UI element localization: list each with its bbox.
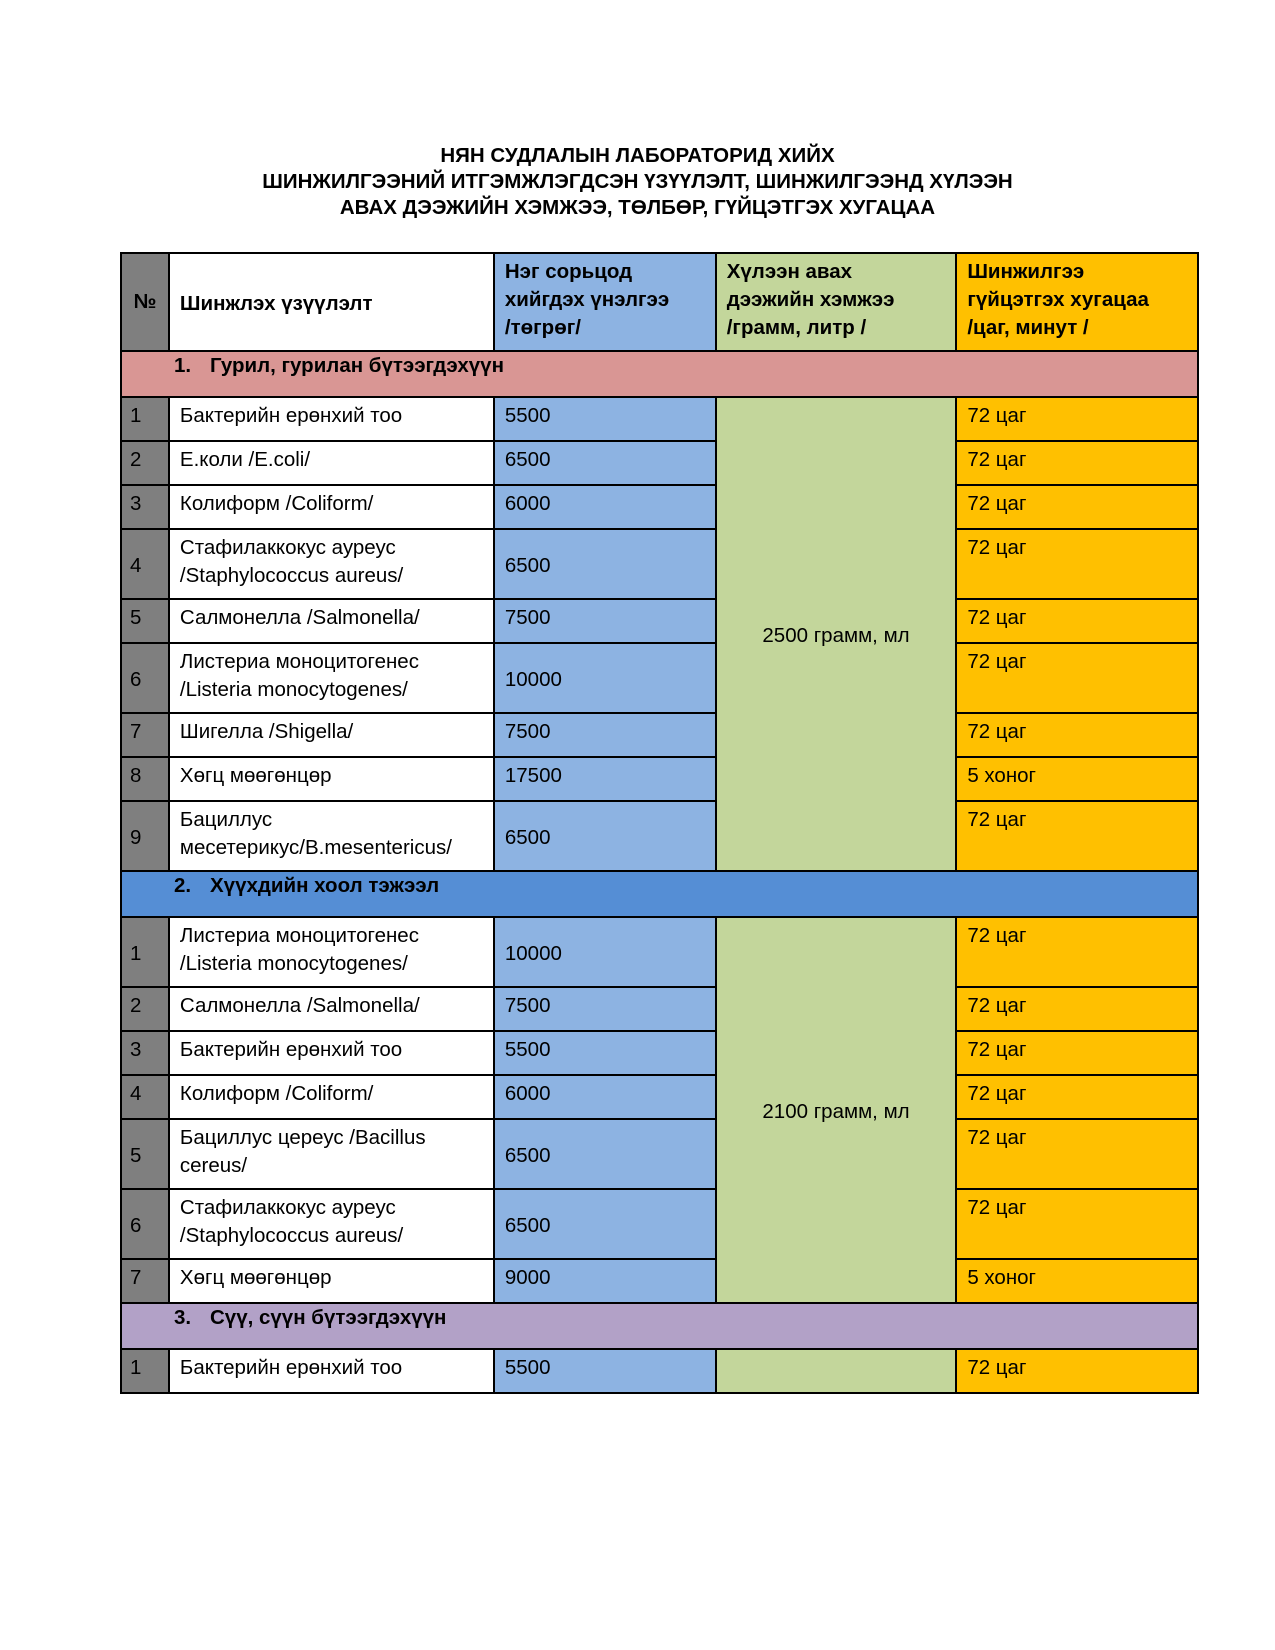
row-number: 1: [121, 917, 169, 987]
title-line: АВАХ ДЭЭЖИЙН ХЭМЖЭЭ, ТӨЛБӨР, ГҮЙЦЭТГЭХ ХУГАЦАА: [339, 196, 936, 219]
section-title: [121, 351, 1198, 397]
indicator-name-line: месетерикус/B.mesentericus/: [179, 836, 452, 859]
table-row: [121, 757, 1198, 801]
price-cell: 5500: [494, 1349, 716, 1393]
indicator-name-line: Листериа моноцитогенес: [179, 650, 419, 673]
indicator-name: [169, 529, 494, 599]
header-amount-line: дээжийн хэмжээ: [726, 288, 895, 311]
row-number: 7: [121, 713, 169, 757]
price-cell: 6500: [494, 1119, 716, 1189]
duration-cell: 5 хоног: [956, 1259, 1198, 1303]
section-name: Хүүхдийн хоол тэжээл: [210, 874, 440, 897]
table-row: [121, 801, 1198, 871]
price-cell: 9000: [494, 1259, 716, 1303]
table-row: [121, 1349, 1198, 1393]
table-row: [121, 441, 1198, 485]
sample-amount-cell: [716, 1349, 957, 1393]
indicator-name-line: Колиформ /Coliform/: [179, 1082, 374, 1105]
duration-cell: 72 цаг: [956, 987, 1198, 1031]
indicator-name-line: Шигелла /Shigella/: [179, 720, 354, 743]
indicator-name: [169, 643, 494, 713]
row-number: 3: [121, 485, 169, 529]
price-cell: 7500: [494, 713, 716, 757]
row-number: 7: [121, 1259, 169, 1303]
indicator-name: [169, 599, 494, 643]
sample-amount-cell: 2500 грамм, мл: [716, 397, 957, 871]
header-duration-line: Шинжилгээ: [967, 260, 1085, 283]
header-amount-line: Хүлээн авах: [726, 260, 853, 283]
row-number: 5: [121, 599, 169, 643]
header-duration: [956, 253, 1198, 351]
section-row: [121, 351, 1198, 397]
section-title: [121, 871, 1198, 917]
table-row: [121, 713, 1198, 757]
duration-cell: 72 цаг: [956, 801, 1198, 871]
price-cell: 5500: [494, 1031, 716, 1075]
indicator-name-line: Бактерийн ерөнхий тоо: [179, 1038, 403, 1061]
price-cell: 6000: [494, 1075, 716, 1119]
row-number: 9: [121, 801, 169, 871]
price-cell: 17500: [494, 757, 716, 801]
row-number: 2: [121, 987, 169, 1031]
table-row: [121, 485, 1198, 529]
indicator-name-line: Е.коли /E.coli/: [179, 448, 311, 471]
header-price-line: Нэг сорьцод: [504, 260, 633, 283]
row-number: 3: [121, 1031, 169, 1075]
table-row: [121, 987, 1198, 1031]
indicator-name-line: Стафилаккокус ауреус: [179, 536, 396, 559]
section-number: 3.: [174, 1306, 192, 1329]
duration-cell: 72 цаг: [956, 441, 1198, 485]
table-row: [121, 1075, 1198, 1119]
indicator-name: [169, 757, 494, 801]
duration-cell: 72 цаг: [956, 1075, 1198, 1119]
indicator-name: [169, 801, 494, 871]
indicator-name-line: Салмонелла /Salmonella/: [179, 994, 420, 1017]
price-cell: 7500: [494, 987, 716, 1031]
indicator-name-line: Бациллус: [179, 808, 273, 831]
indicator-name: [169, 1259, 494, 1303]
header-price: [494, 253, 716, 351]
section-row: [121, 871, 1198, 917]
sample-amount-cell: 2100 грамм, мл: [716, 917, 957, 1303]
section-row: [121, 1303, 1198, 1349]
header-duration-line: /цаг, минут /: [967, 316, 1089, 339]
row-number: 4: [121, 1075, 169, 1119]
header-indicator: Шинжлэх үзүүлэлт: [169, 253, 494, 351]
price-table: [120, 252, 1199, 1394]
indicator-name: [169, 1349, 494, 1393]
indicator-name: [169, 485, 494, 529]
duration-cell: 72 цаг: [956, 713, 1198, 757]
indicator-name: [169, 987, 494, 1031]
indicator-name: [169, 397, 494, 441]
section-title: [121, 1303, 1198, 1349]
price-cell: 6000: [494, 485, 716, 529]
duration-cell: 72 цаг: [956, 1031, 1198, 1075]
price-cell: 6500: [494, 1189, 716, 1259]
header-number: №: [121, 253, 169, 351]
header-price-line: /төгрөг/: [504, 316, 581, 339]
indicator-name: [169, 441, 494, 485]
price-cell: 10000: [494, 643, 716, 713]
row-number: 1: [121, 397, 169, 441]
document-title: [0, 143, 1275, 221]
section-name: Гурил, гурилан бүтээгдэхүүн: [210, 354, 504, 377]
duration-cell: 72 цаг: [956, 1349, 1198, 1393]
indicator-name-line: cereus/: [179, 1154, 248, 1177]
price-cell: 6500: [494, 801, 716, 871]
indicator-name-line: Салмонелла /Salmonella/: [179, 606, 420, 629]
table-row: [121, 599, 1198, 643]
duration-cell: 72 цаг: [956, 643, 1198, 713]
duration-cell: 72 цаг: [956, 1189, 1198, 1259]
duration-cell: 72 цаг: [956, 1119, 1198, 1189]
table-row: [121, 1031, 1198, 1075]
table-row: [121, 1259, 1198, 1303]
duration-cell: 72 цаг: [956, 599, 1198, 643]
price-cell: 6500: [494, 441, 716, 485]
indicator-name: [169, 1075, 494, 1119]
header-price-line: хийгдэх үнэлгээ: [504, 288, 670, 311]
indicator-name: [169, 713, 494, 757]
indicator-name-line: Хөгц мөөгөнцөр: [179, 764, 332, 787]
row-number: 6: [121, 1189, 169, 1259]
table-row: [121, 1119, 1198, 1189]
duration-cell: 5 хоног: [956, 757, 1198, 801]
indicator-name-line: Листериа моноцитогенес: [179, 924, 419, 947]
duration-cell: 72 цаг: [956, 529, 1198, 599]
indicator-name-line: Бактерийн ерөнхий тоо: [179, 404, 403, 427]
duration-cell: 72 цаг: [956, 397, 1198, 441]
table-row: [121, 643, 1198, 713]
row-number: 6: [121, 643, 169, 713]
table-row: [121, 1189, 1198, 1259]
table-row: [121, 397, 1198, 441]
price-cell: 7500: [494, 599, 716, 643]
indicator-name-line: Стафилаккокус ауреус: [179, 1196, 396, 1219]
duration-cell: 72 цаг: [956, 485, 1198, 529]
row-number: 8: [121, 757, 169, 801]
price-cell: 5500: [494, 397, 716, 441]
indicator-name-line: Бациллус цереус /Bacillus: [179, 1126, 426, 1149]
table-row: [121, 917, 1198, 987]
title-line: НЯН СУДЛАЛЫН ЛАБОРАТОРИД ХИЙХ: [440, 144, 835, 167]
indicator-name: [169, 1189, 494, 1259]
header-duration-line: гүйцэтгэх хугацаа: [967, 288, 1149, 311]
duration-cell: 72 цаг: [956, 917, 1198, 987]
indicator-name: [169, 1119, 494, 1189]
row-number: 4: [121, 529, 169, 599]
row-number: 5: [121, 1119, 169, 1189]
section-name: Сүү, сүүн бүтээгдэхүүн: [210, 1306, 447, 1329]
indicator-name: [169, 1031, 494, 1075]
indicator-name-line: /Staphylococcus aureus/: [179, 564, 404, 587]
header-amount-line: /грамм, литр /: [726, 316, 867, 339]
row-number: 1: [121, 1349, 169, 1393]
header-sample-amount: [716, 253, 957, 351]
section-number: 2.: [174, 874, 192, 897]
price-cell: 6500: [494, 529, 716, 599]
indicator-name-line: Хөгц мөөгөнцөр: [179, 1266, 332, 1289]
table-row: [121, 529, 1198, 599]
indicator-name-line: /Staphylococcus aureus/: [179, 1224, 404, 1247]
price-cell: 10000: [494, 917, 716, 987]
section-number: 1.: [174, 354, 192, 377]
header-row: [121, 253, 1198, 351]
title-line: ШИНЖИЛГЭЭНИЙ ИТГЭМЖЛЭГДСЭН ҮЗҮҮЛЭЛТ, ШИНЖИЛГЭЭНД ХҮЛЭЭН: [262, 170, 1013, 193]
indicator-name-line: Колиформ /Coliform/: [179, 492, 374, 515]
indicator-name-line: /Listeria monocytogenes/: [179, 952, 408, 975]
indicator-name: [169, 917, 494, 987]
indicator-name-line: /Listeria monocytogenes/: [179, 678, 408, 701]
row-number: 2: [121, 441, 169, 485]
indicator-name-line: Бактерийн ерөнхий тоо: [179, 1356, 403, 1379]
